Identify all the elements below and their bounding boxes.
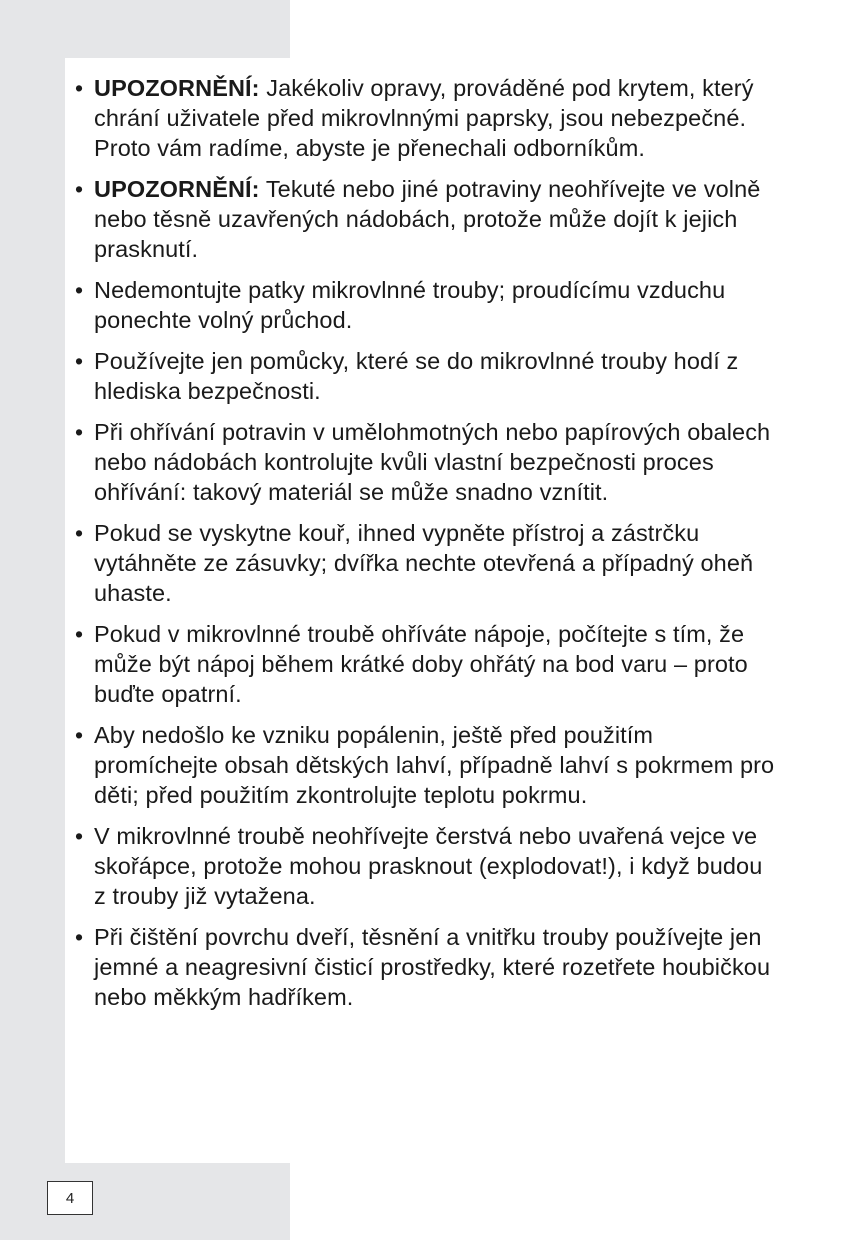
bullet-icon: •	[75, 75, 84, 101]
bullet-icon: •	[75, 277, 84, 303]
content-panel	[65, 58, 856, 1163]
list-item	[75, 73, 780, 163]
item-text: Při čištění povrchu dveří, těsnění a vnitřku trouby používejte jen jemné a neagresivní čisticí prostředky, které rozetřete houbičkou nebo měkkým hadříkem.	[94, 924, 771, 1010]
bullet-icon: •	[75, 520, 84, 546]
item-text: Nedemontujte patky mikrovlnné trouby; proudícímu vzduchu ponechte volný průchod.	[94, 277, 726, 333]
list-item	[75, 821, 780, 911]
item-text: Jakékoliv opravy, prováděné pod krytem, který chrání uživatele před mikrovlnnými paprsky, jsou nebezpečné. Proto vám radíme, abyste je přenechali odborníkům.	[94, 75, 754, 161]
warning-label: UPOZORNĚNÍ:	[94, 176, 260, 202]
item-text: Pokud se vyskytne kouř, ihned vypněte přístroj a zástrčku vytáhněte ze zásuvky; dvířka nechte otevřená a případný oheň uhaste.	[94, 520, 754, 606]
bullet-icon: •	[75, 621, 84, 647]
list-item	[75, 922, 780, 1012]
list-item	[75, 346, 780, 406]
list-item	[75, 275, 780, 335]
warning-label: UPOZORNĚNÍ:	[94, 75, 260, 101]
list-item	[75, 417, 780, 507]
page-number: 4	[47, 1181, 93, 1215]
list-item	[75, 720, 780, 810]
item-text: Při ohřívání potravin v umělohmotných nebo papírových obalech nebo nádobách kontrolujte kvůli vlastní bezpečnosti proces ohřívání: takový materiál se může snadno vznítit.	[94, 419, 771, 505]
item-text: Tekuté nebo jiné potraviny neohřívejte ve volně nebo těsně uzavřených nádobách, protože může dojít k jejich prasknutí.	[94, 176, 761, 262]
item-text: Používejte jen pomůcky, které se do mikrovlnné trouby hodí z hlediska bezpečnosti.	[94, 348, 739, 404]
safety-instructions-list	[75, 73, 780, 1023]
bullet-icon: •	[75, 176, 84, 202]
list-item	[75, 174, 780, 264]
bullet-icon: •	[75, 348, 84, 374]
bullet-icon: •	[75, 722, 84, 748]
bullet-icon: •	[75, 924, 84, 950]
list-item	[75, 518, 780, 608]
bullet-icon: •	[75, 419, 84, 445]
list-item	[75, 619, 780, 709]
item-text: Aby nedošlo ke vzniku popálenin, ještě před použitím promíchejte obsah dětských lahví, případně lahví s pokrmem pro děti; před použitím zkontrolujte teplotu pokrmu.	[94, 722, 775, 808]
item-text: Pokud v mikrovlnné troubě ohříváte nápoje, počítejte s tím, že může být nápoj během krátké doby ohřátý na bod varu – proto buďte opatrní.	[94, 621, 748, 707]
bullet-icon: •	[75, 823, 84, 849]
item-text: V mikrovlnné troubě neohřívejte čerstvá nebo uvařená vejce ve skořápce, protože mohou prasknout (explodovat!), i když budou z trouby již vytažena.	[94, 823, 763, 909]
